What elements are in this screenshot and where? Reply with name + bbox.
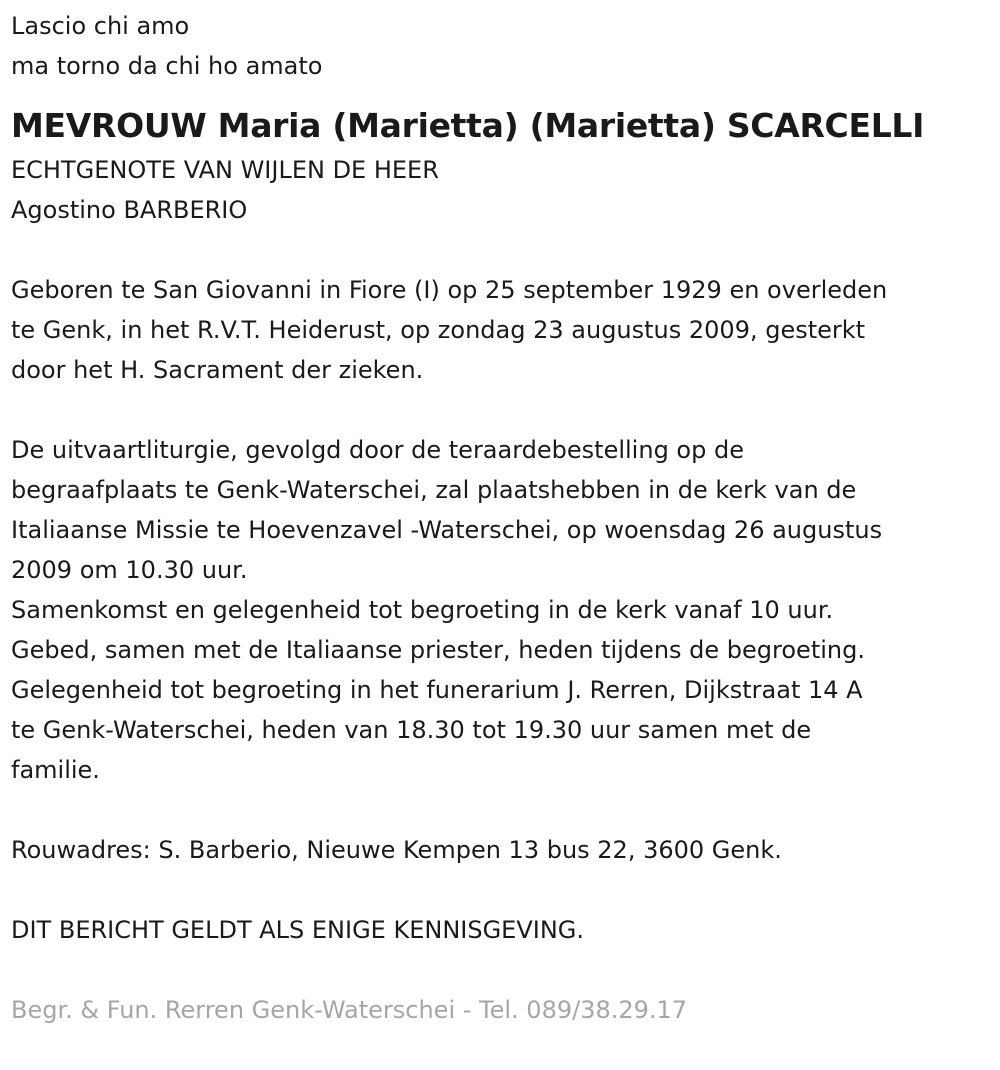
spouse-line-1: ECHTGENOTE VAN WIJLEN DE HEER	[11, 156, 439, 184]
birth-death-line-2: te Genk, in het R.V.T. Heiderust, op zondag 23 augustus 2009, gesterkt	[11, 316, 866, 344]
motto-line-1: Lascio chi amo	[11, 12, 190, 40]
funeral-line-6: Gebed, samen met de Italiaanse priester, heden tijdens de begroeting.	[11, 636, 865, 664]
death-notice	[11, 6, 991, 1030]
funeral-home-footer: Begr. & Fun. Rerren Genk-Waterschei - Tel. 089/38.29.17	[11, 996, 688, 1024]
motto-line-2: ma torno da chi ho amato	[11, 52, 323, 80]
funeral-line-8: te Genk-Waterschei, heden van 18.30 tot 19.30 uur samen met de	[11, 716, 812, 744]
birth-death-line-1: Geboren te San Giovanni in Fiore (I) op 25 september 1929 en overleden	[11, 276, 888, 304]
funeral-line-2: begraafplaats te Genk-Waterschei, zal plaatshebben in de kerk van de	[11, 476, 857, 504]
mourning-address: Rouwadres: S. Barberio, Nieuwe Kempen 13 bus 22, 3600 Genk.	[11, 836, 782, 864]
spouse-line-2: Agostino BARBERIO	[11, 196, 248, 224]
birth-death-line-3: door het H. Sacrament der zieken.	[11, 356, 424, 384]
funeral-line-5: Samenkomst en gelegenheid tot begroeting in de kerk vanaf 10 uur.	[11, 596, 834, 624]
funeral-line-3: Italiaanse Missie te Hoevenzavel -Waterschei, op woensdag 26 augustus	[11, 516, 883, 544]
funeral-line-1: De uitvaartliturgie, gevolgd door de teraardebestelling op de	[11, 436, 744, 464]
deceased-name: MEVROUW Maria (Marietta) (Marietta) SCARCELLI	[11, 106, 925, 145]
funeral-line-4: 2009 om 10.30 uur.	[11, 556, 248, 584]
funeral-line-9: familie.	[11, 756, 100, 784]
funeral-line-7: Gelegenheid tot begroeting in het funerarium J. Rerren, Dijkstraat 14 A	[11, 676, 863, 704]
sole-notice-statement: DIT BERICHT GELDT ALS ENIGE KENNISGEVING.	[11, 916, 585, 944]
